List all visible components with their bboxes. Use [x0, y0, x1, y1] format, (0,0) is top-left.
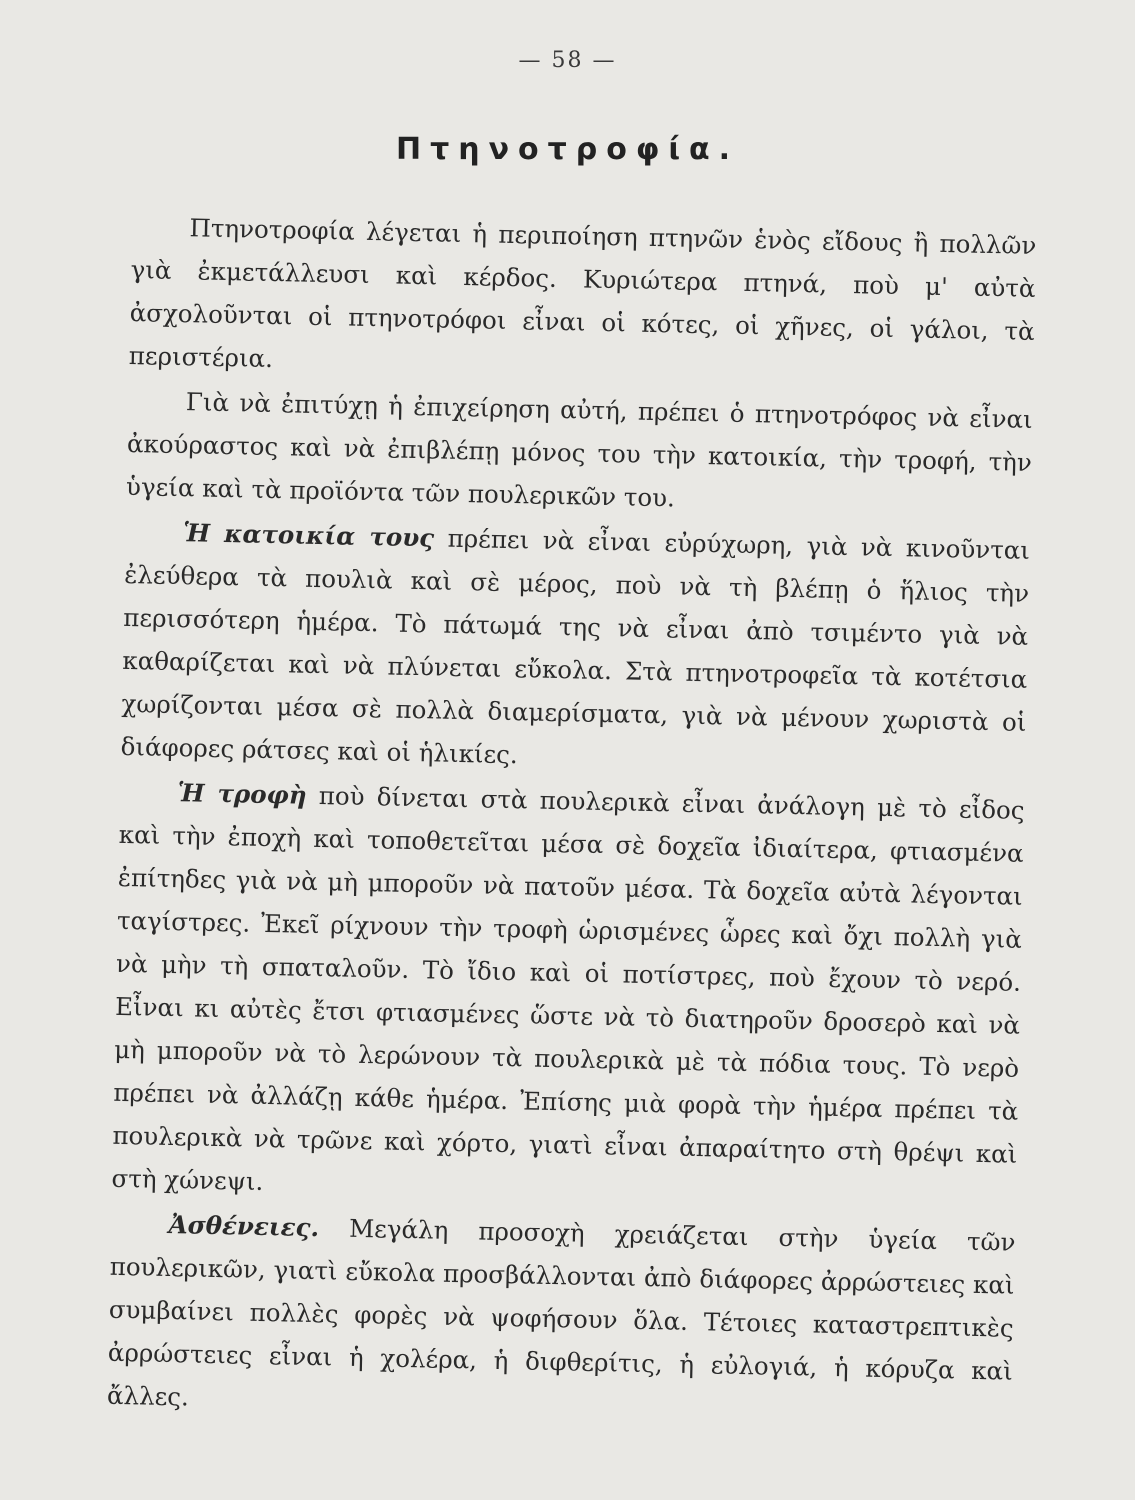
paragraph-intro [128, 205, 1036, 396]
paragraph-housing [120, 510, 1030, 787]
page-number: — 58 — [518, 48, 617, 73]
page-title: Πτηνοτροφία. [395, 132, 740, 167]
paragraph-lead: Ἡ κατοικία τους [182, 518, 435, 553]
paragraph-text: ποὺ δίνεται στὰ πουλερικὰ εἶναι ἀνάλογη μὲ τὸ εἶδος καὶ τὴν ἐποχὴ καὶ τοποθετεῖται μέσα σὲ δοχεῖα ἰδιαίτερα, φτιασμένα ἐπίτηδες γιὰ νὰ μὴ μποροῦν νὰ πατοῦν μέσα. Τὰ δοχεῖα αὐτὰ λέγονται ταγίστρες. Ἐκεῖ ρίχνουν τὴν τροφὴ ὡρισμένες ὧρες καὶ ὄχι πολλὴ γιὰ νὰ μὴν τὴ σπαταλοῦν. Τὸ ἴδιο καὶ οἱ ποτίστρες, ποὺ ἔχουν τὸ νερό. Εἶναι κι αὐτὲς ἔτσι φτιασμένες ὥστε νὰ τὸ διατηροῦν δροσερὸ καὶ νὰ μὴ μποροῦν νὰ τὸ λερώνουν τὰ πουλερικὰ μὲ τὰ πόδια τους. Τὸ νερὸ πρέπει νὰ ἀλλάζῃ κάθε ἡμέρα. Ἐπίσης μιὰ φορὰ τὴν ἡμέρα πρέπει τὰ πουλερικὰ νὰ τρῶνε καὶ χόρτο, γιατὶ εἶναι ἀπαραίτητο στὴ θρέψι καὶ στὴ χώνεψι. [111, 780, 1025, 1196]
body-text [107, 205, 1037, 1438]
paragraph-text: Γιὰ νὰ ἐπιτύχῃ ἡ ἐπιχείρηση αὐτή, πρέπει ὁ πτηνοτρόφος νὰ εἶναι ἀκούραστος καὶ νὰ ἐπιβλέπῃ μόνος του τὴν κατοικία, τὴν τροφή, τὴν ὑγεία καὶ τὰ προϊόντα τῶν πουλερικῶν του. [125, 387, 1034, 513]
paragraph-text: Μεγάλη προσοχὴ χρειάζεται στὴν ὑγεία τῶν πουλερικῶν, γιατὶ εὔκολα προσβάλλονται ἀπὸ διάφορες ἀρρώστειες καὶ συμβαίνει πολλὲς φορὲς νὰ ψοφήσουν ὅλα. Τέτοιες καταστρεπτικὲς ἀρρώστειες εἶναι ἡ χολέρα, ἡ διφθερίτις, ἡ εὐλογιά, ἡ κόρυζα καὶ ἄλλες. [106, 1213, 1016, 1412]
paragraph-lead: Ἀσθένειες. [168, 1209, 320, 1243]
paragraph-diseases [107, 1202, 1016, 1436]
paragraph-text: Πτηνοτροφία λέγεται ἡ περιποίηση πτηνῶν ἑνὸς εἴδους ἢ πολλῶν γιὰ ἐκμετάλλευσι καὶ κέρδος. Κυριώτερα πτηνά, ποὺ μ' αὐτὰ ἀσχολοῦνται οἱ πτηνοτρόφοι εἶναι οἱ κότες, οἱ χῆνες, οἱ γάλοι, τὰ περιστέρια. [128, 213, 1037, 373]
paragraph-success [126, 379, 1034, 527]
paragraph-text: πρέπει νὰ εἶναι εὐρύχωρη, γιὰ νὰ κινοῦνται ἐλεύθερα τὰ πουλιὰ καὶ σὲ μέρος, ποὺ νὰ τὴ βλέπῃ ὁ ἥλιος τὴν περισσότερη ἡμέρα. Τὸ πάτωμά της νὰ εἶναι ἀπὸ τσιμέντο γιὰ νὰ καθαρίζεται καὶ νὰ πλύνεται εὔκολα. Στὰ πτηνοτροφεῖα τὰ κοτέτσια χωρίζονται μέσα σὲ πολλὰ διαμερίσματα, γιὰ νὰ μένουν χωριστὰ οἱ διάφορες ράτσες καὶ οἱ ἡλικίες. [120, 523, 1031, 770]
paragraph-food [111, 770, 1025, 1219]
paragraph-lead: Ἡ τροφὴ [177, 778, 307, 810]
